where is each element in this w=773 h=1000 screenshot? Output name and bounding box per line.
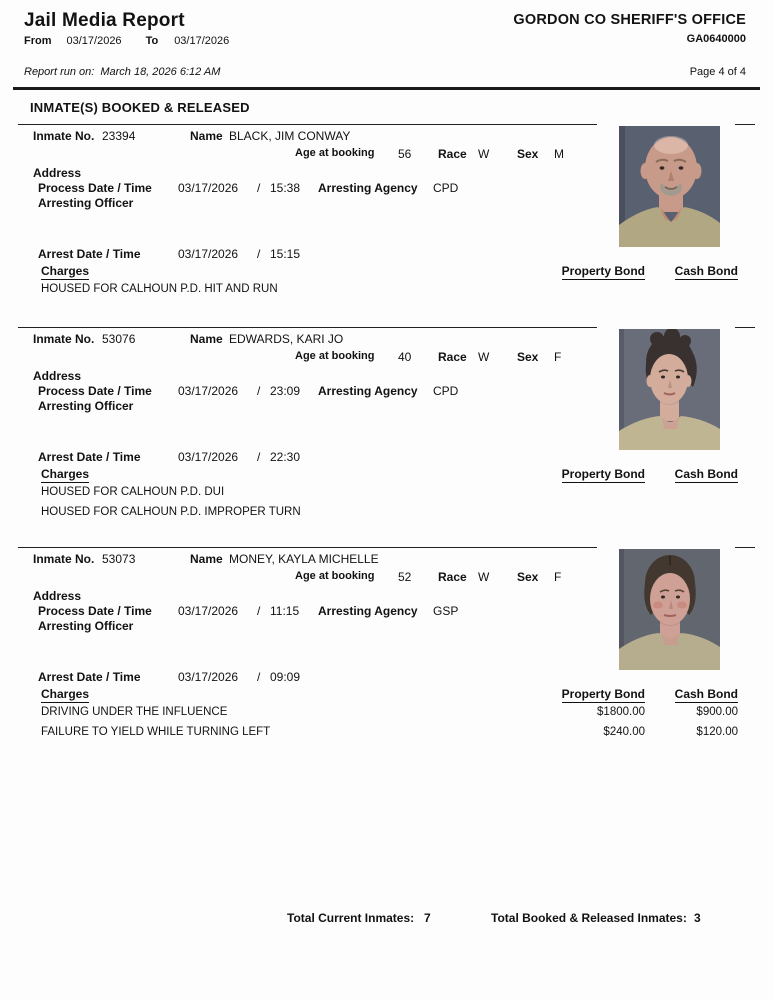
charge-row [18,486,755,502]
age-label: Age at booking [295,350,375,362]
property-bond-header: Property Bond [561,687,645,701]
name-label: Name [190,129,223,143]
age-label: Age at booking [295,570,375,582]
arresting-officer-label: Arresting Officer [38,399,134,413]
charges-header-row [18,264,755,280]
arresting-officer-label: Arresting Officer [38,196,134,210]
section-title: INMATE(S) BOOKED & RELEASED [30,100,250,115]
property-bond-value: $240.00 [603,726,645,738]
page-number: Page 4 of 4 [689,66,746,78]
charge-text: HOUSED FOR CALHOUN P.D. IMPROPER TURN [41,506,301,518]
charge-row [18,706,755,722]
date-range [24,35,229,47]
run-on-label: Report run on: [24,66,95,78]
race-value: W [478,147,490,161]
arrest-date: 03/17/2026 [178,450,239,464]
arresting-agency-label: Arresting Agency [318,384,418,398]
arresting-agency-value: CPD [433,181,459,195]
arresting-agency-value: GSP [433,604,459,618]
inmate-no-label: Inmate No. [33,332,95,346]
race-label: Race [438,350,467,364]
property-bond-header: Property Bond [561,264,645,278]
address-label: Address [33,166,82,180]
mugshot-frame [597,546,735,670]
arrest-time: 15:15 [270,247,301,261]
mugshot-photo [619,329,720,450]
arresting-agency-label: Arresting Agency [318,181,418,195]
from-label: From [24,35,52,47]
arrest-label: Arrest Date / Time [38,670,141,684]
process-time: 23:09 [270,384,301,398]
slash-separator: / [257,247,261,261]
run-on-value: March 18, 2026 6:12 AM [100,66,221,78]
cash-bond-header: Cash Bond [674,264,738,278]
cash-bond-header: Cash Bond [674,467,738,481]
cash-bond-value: $120.00 [696,726,738,738]
total-booked-value: 3 [694,911,701,925]
arrest-row [18,450,755,466]
slash-separator: / [257,604,261,618]
race-label: Race [438,147,467,161]
inmate-record [18,124,755,327]
arrest-date: 03/17/2026 [178,670,239,684]
arresting-agency-value: CPD [433,384,459,398]
age-value: 40 [398,350,412,364]
charge-text: DRIVING UNDER THE INFLUENCE [41,706,228,718]
charges-header-row [18,467,755,483]
sex-label: Sex [517,147,539,161]
mugshot-frame [597,123,735,247]
arrest-time: 22:30 [270,450,301,464]
charges-label: Charges [41,687,90,701]
sex-value: M [554,147,564,161]
inmate-no-label: Inmate No. [33,129,95,143]
cash-bond-header: Cash Bond [674,687,738,701]
sex-value: F [554,570,562,584]
process-date: 03/17/2026 [178,384,239,398]
arrest-row [18,247,755,263]
charge-text: HOUSED FOR CALHOUN P.D. HIT AND RUN [41,283,278,295]
header-rule [13,87,760,90]
charge-row [18,506,755,522]
to-label: To [145,35,159,47]
arrest-date: 03/17/2026 [178,247,239,261]
name-label: Name [190,332,223,346]
slash-separator: / [257,450,261,464]
process-label: Process Date / Time [38,181,152,195]
age-value: 56 [398,147,412,161]
process-label: Process Date / Time [38,604,152,618]
total-booked-label: Total Booked & Released Inmates: [491,911,687,925]
charge-text: FAILURE TO YIELD WHILE TURNING LEFT [41,726,271,738]
inmate-no-label: Inmate No. [33,552,95,566]
age-label: Age at booking [295,147,375,159]
mugshot-photo [619,126,720,247]
name-value: BLACK, JIM CONWAY [229,129,351,143]
age-value: 52 [398,570,412,584]
process-label: Process Date / Time [38,384,152,398]
agency-code: GA0640000 [686,33,746,45]
mugshot-photo [619,549,720,670]
agency-name: GORDON CO SHERIFF'S OFFICE [513,12,746,28]
report-run-line [24,66,220,78]
arresting-agency-label: Arresting Agency [318,604,418,618]
total-current-value: 7 [424,911,431,925]
mugshot-frame [597,326,735,450]
inmate-record [18,327,755,547]
arrest-time: 09:09 [270,670,301,684]
slash-separator: / [257,384,261,398]
inmate-no-value: 23394 [102,129,136,143]
charges-label: Charges [41,264,90,278]
process-date: 03/17/2026 [178,181,239,195]
process-time: 15:38 [270,181,301,195]
charges-label: Charges [41,467,90,481]
inmate-no-value: 53076 [102,332,136,346]
name-label: Name [190,552,223,566]
from-date: 03/17/2026 [66,35,122,47]
process-time: 11:15 [270,604,300,618]
charge-text: HOUSED FOR CALHOUN P.D. DUI [41,486,225,498]
sex-value: F [554,350,562,364]
records-list [18,124,755,767]
arrest-row [18,670,755,686]
property-bond-value: $1800.00 [597,706,645,718]
property-bond-header: Property Bond [561,467,645,481]
inmate-no-value: 53073 [102,552,136,566]
sex-label: Sex [517,570,539,584]
race-value: W [478,350,490,364]
slash-separator: / [257,670,261,684]
arresting-officer-label: Arresting Officer [38,619,134,633]
race-value: W [478,570,490,584]
arrest-label: Arrest Date / Time [38,247,141,261]
cash-bond-value: $900.00 [696,706,738,718]
inmate-record [18,547,755,767]
to-date: 03/17/2026 [174,35,230,47]
charge-row [18,283,755,299]
address-label: Address [33,369,82,383]
race-label: Race [438,570,467,584]
totals-footer [0,911,773,929]
arrest-label: Arrest Date / Time [38,450,141,464]
address-label: Address [33,589,82,603]
total-current-label: Total Current Inmates: [287,911,415,925]
sex-label: Sex [517,350,539,364]
report-title: Jail Media Report [24,10,185,31]
name-value: MONEY, KAYLA MICHELLE [229,552,379,566]
name-value: EDWARDS, KARI JO [229,332,344,346]
charges-header-row [18,687,755,703]
charge-row [18,726,755,742]
slash-separator: / [257,181,261,195]
process-date: 03/17/2026 [178,604,239,618]
